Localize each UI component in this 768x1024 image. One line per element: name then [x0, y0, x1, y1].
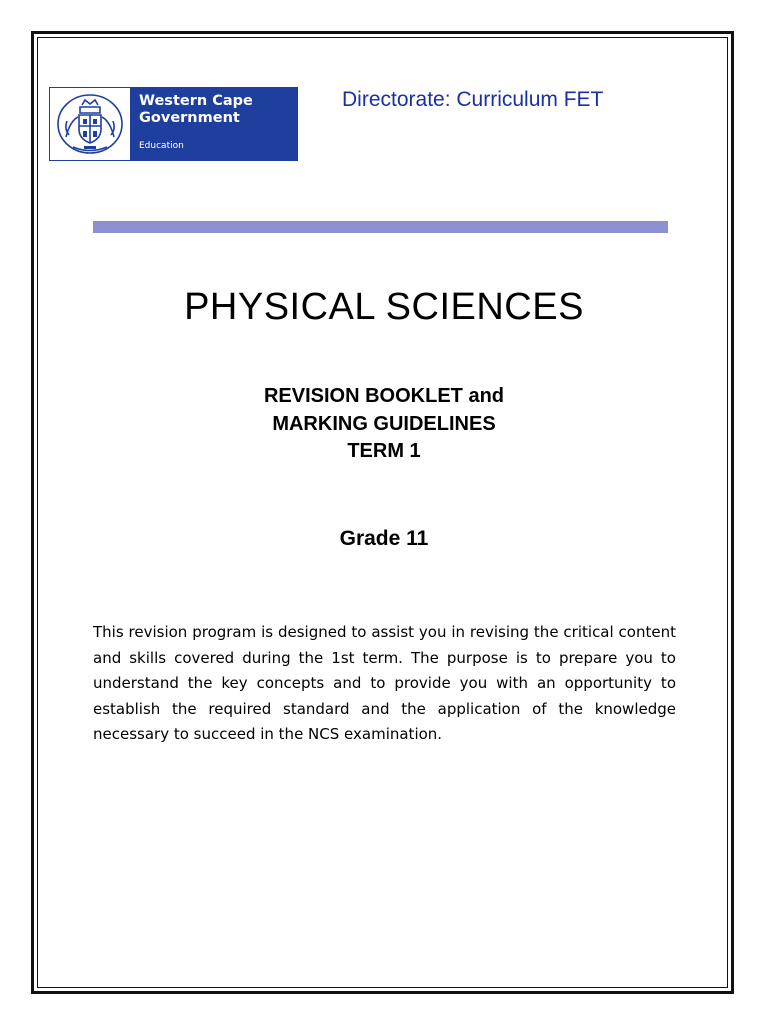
grade-label: Grade 11	[339, 527, 429, 550]
directorate-heading: Directorate: Curriculum FET	[342, 88, 604, 111]
subtitle-line1: REVISION BOOKLET and	[263, 385, 505, 407]
intro-paragraph: This revision program is designed to assist you in revising the critical content and skills covered during the 1st term. The purpose is to prepare you to understand the key concepts and to provide you with an opportunity to establish the required standard and the application of the knowledge necessary to succeed in the NCS examination.	[93, 623, 676, 743]
subtitle-term: TERM 1	[347, 440, 421, 462]
document-title: PHYSICAL SCIENCES	[184, 286, 584, 328]
logo-title-line1: Western Cape	[139, 93, 253, 109]
divider-bar	[93, 221, 668, 233]
coat-of-arms-icon	[49, 87, 131, 161]
logo-title-line2: Government	[139, 110, 240, 126]
logo-text	[131, 87, 298, 161]
western-cape-government-logo	[49, 87, 298, 161]
page-border-inner	[37, 37, 728, 988]
subtitle-line2: MARKING GUIDELINES	[272, 413, 496, 435]
crest-svg	[53, 91, 127, 157]
logo-department: Education	[139, 141, 184, 151]
